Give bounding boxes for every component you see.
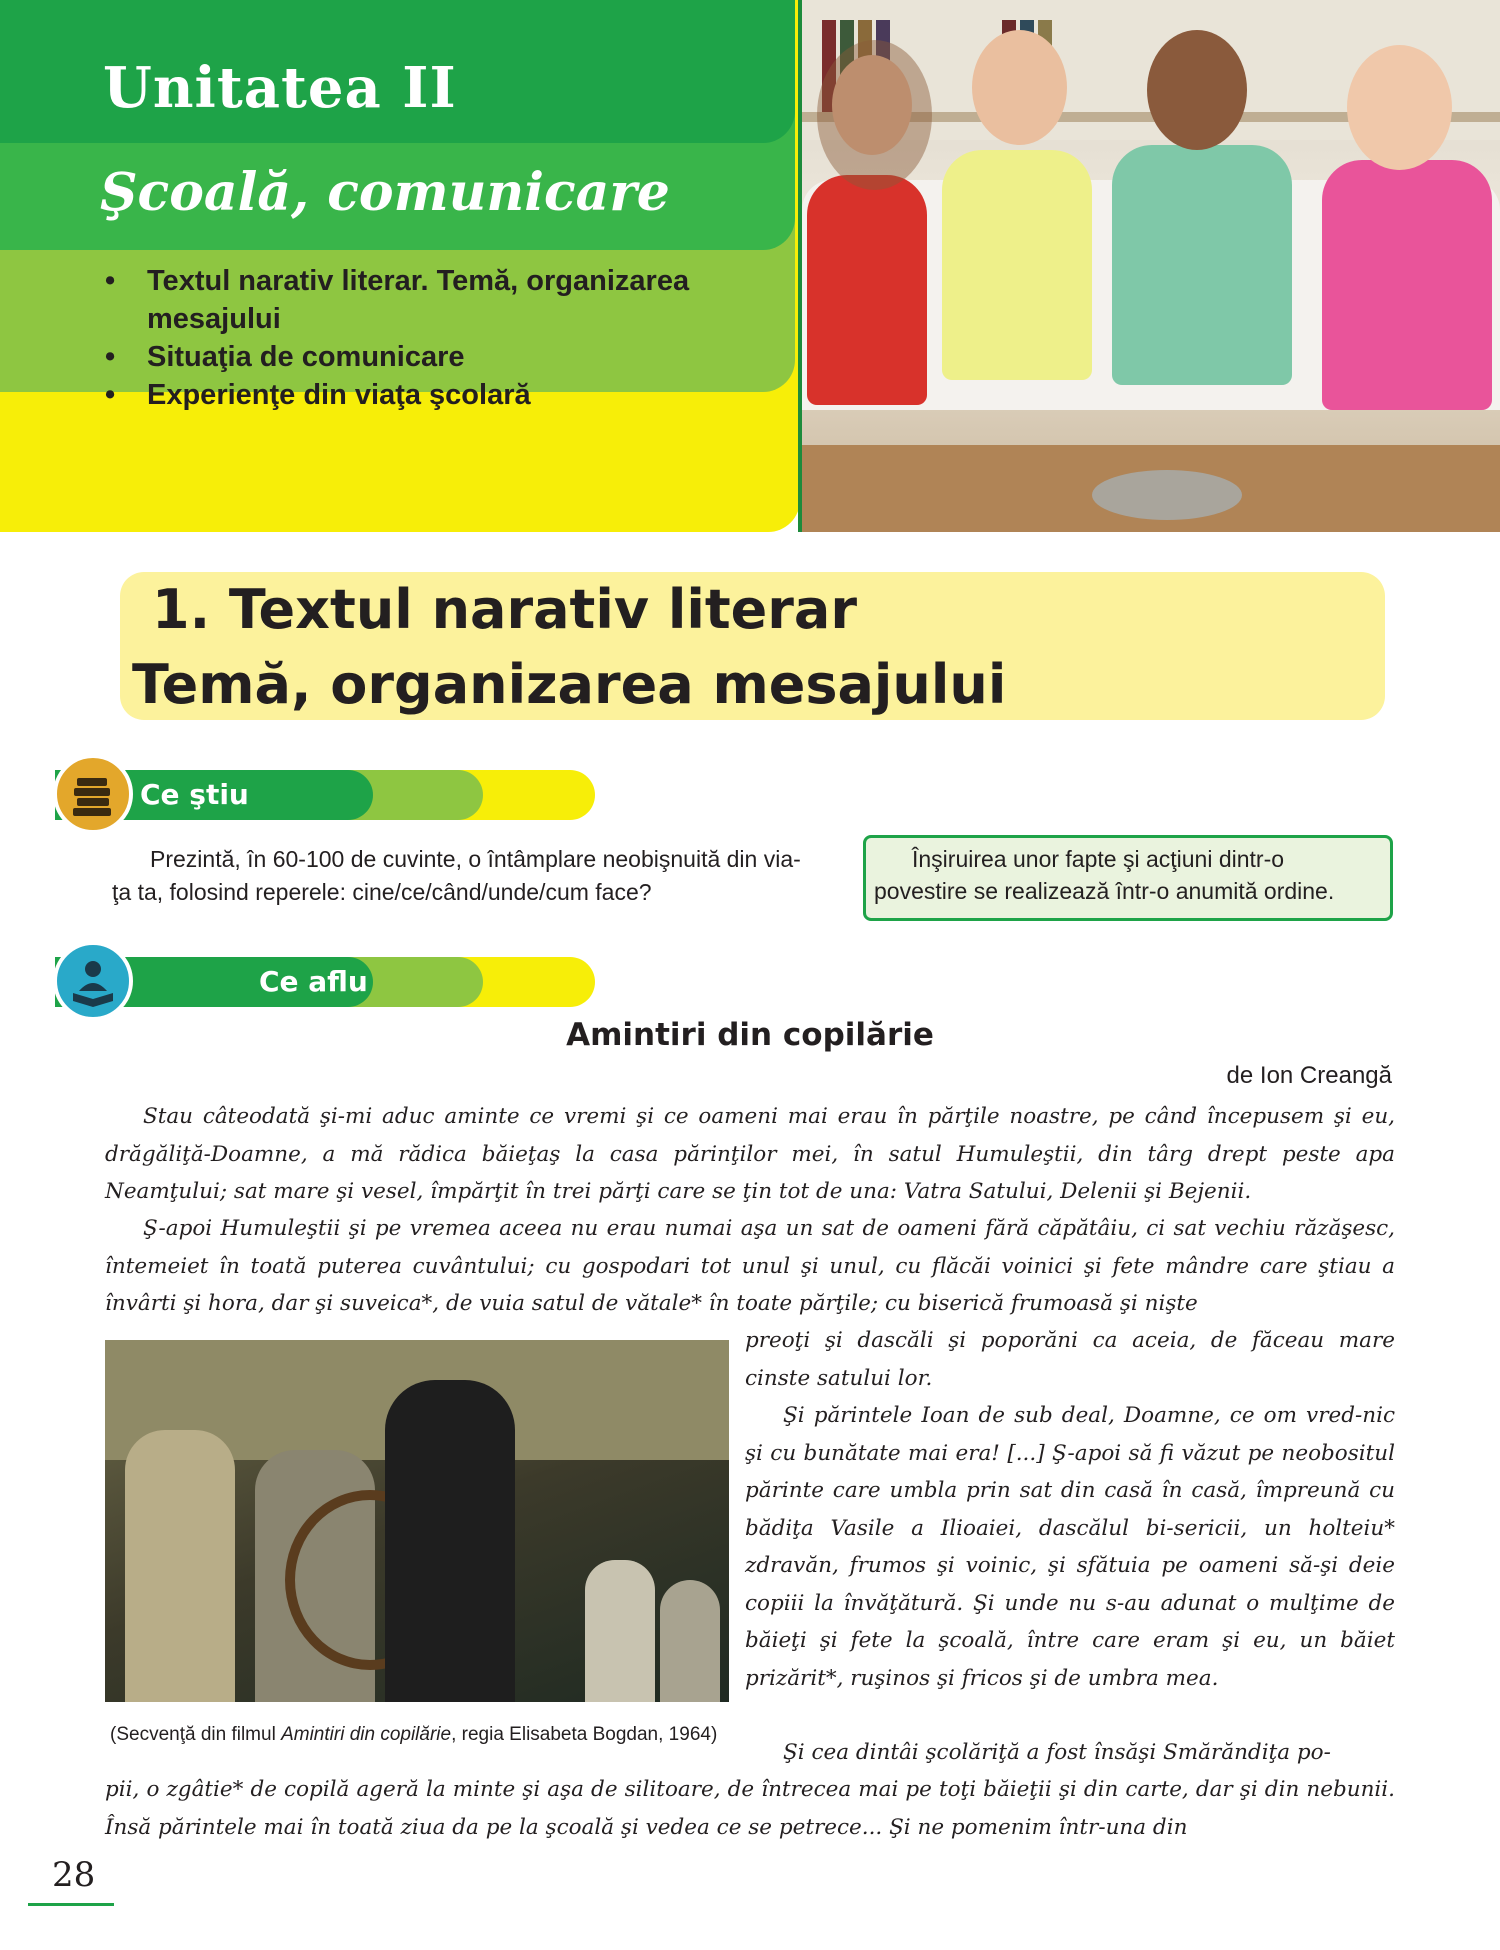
unit-title: Unitatea II	[103, 55, 457, 121]
face	[1347, 45, 1452, 170]
reader-icon	[53, 941, 133, 1021]
section-ce-stiu	[55, 770, 595, 822]
film-figure	[585, 1560, 655, 1702]
story-author: de Ion Creangă	[1226, 1062, 1392, 1089]
story-paragraph: Şi cea dintâi şcolăriţă a fost însăşi Smărăndiţa po-	[783, 1740, 1331, 1765]
unit-topics-list	[105, 262, 787, 414]
face	[1147, 30, 1247, 150]
person-red	[807, 175, 927, 405]
unit-subtitle: Şcoală, comunicare	[100, 162, 670, 223]
film-caption	[110, 1722, 740, 1748]
story-title: Amintiri din copilărie	[566, 1017, 934, 1053]
caption-film-title: Amintiri din copilărie	[281, 1724, 452, 1745]
teenagers-photo	[802, 0, 1500, 532]
story-paragraph: Stau câteodată şi-mi aduc aminte ce vremi şi ce oameni mai erau în părţile noastre, pe când începusem şi eu, drăgăliţă-Doamne, a mă rădica băieţaş la casa părinţilor mei, în satul Humuleştii, din târg drept peste apa Neamţului; sat mare şi vesel, împărţit în trei părţi care se ţin tot de una: Vatra Satului, Delenii şi Bejenii.	[105, 1104, 1395, 1204]
topic-item: • Situaţia de comunicare	[105, 338, 787, 376]
caption-prefix: (Secvenţă din filmul	[110, 1724, 282, 1745]
section-label-ce-stiu: Ce ştiu	[140, 778, 249, 811]
story-paragraph: preoţi şi dascăli şi poporăni ca aceia, de făceau mare cinste satului lor.	[745, 1328, 1395, 1391]
face	[972, 30, 1067, 145]
topic-item: • Textul narativ literar. Temă, organizarea mesajului	[105, 262, 787, 338]
person-pink	[1322, 160, 1492, 410]
person-yellow	[942, 150, 1092, 380]
caption-suffix: , regia Elisabeta Bogdan, 1964)	[451, 1724, 718, 1745]
section-label-ce-aflu: Ce aflu	[259, 965, 368, 998]
info-note-text: Înşiruirea unor fapte şi acţiuni dintr-o povestire se realizează într-o anumită ordine.	[874, 846, 1335, 904]
stones-bowl	[1092, 470, 1242, 520]
story-paragraph: pii, o zgâtie* de copilă ageră la minte şi aşa de silitoare, de întrecea mai pe toţi băieţii şi din carte, dar şi din nebunii. Însă părintele mai în toată ziua da pe la şcoală şi vedea ce se petrece... Şi ne pomenim într-una din	[105, 1777, 1395, 1840]
page-number: 28	[52, 1855, 96, 1895]
header-divider	[798, 0, 802, 532]
film-figure	[125, 1430, 235, 1702]
books-icon	[53, 754, 133, 834]
person-green	[1112, 145, 1292, 385]
ce-stiu-prompt: Prezintă, în 60-100 de cuvinte, o întâmplare neobişnuită din via-ţa ta, folosind reperele: cine/ce/când/unde/cum face?	[112, 846, 801, 905]
page-number-rule	[28, 1903, 114, 1906]
info-note-box	[863, 835, 1393, 921]
story-paragraph: Şi părintele Ioan de sub deal, Doamne, ce om vred-nic şi cu bunătate mai era! [...] Ş-apoi să fi văzut pe neobositul părinte care umbla prin sat din casă în casă, împreună cu bădiţa Vasile a Ilioaiei, dascălul bi-sericii, un holteiu* zdravăn, frumos şi voinic, şi sfătuia pe oameni să-şi deie copiii la învăţătură. Şi unde nu s-au adunat o mulţime de băieţi şi fete la şcoală, între care eram şi eu, un băiet prizărit*, ruşinos şi fricos şi de umbra mea.	[745, 1403, 1395, 1691]
section-ce-aflu	[55, 957, 595, 1009]
lesson-subtitle: Temă, organizarea mesajului	[132, 653, 1007, 716]
hair	[817, 40, 932, 190]
story-paragraph: Ş-apoi Humuleştii şi pe vremea aceea nu erau numai aşa un sat de oameni fără căpătâiu, ci sat vechiu răzăşesc, întemeiet în toată puterea cuvântului; cu gospodari tot unul şi unul, cu flăcăi voinici şi fete mândre care ştiau a învârti şi hora, dar şi suveica*, de vuia satul de vătale* în toate părţile; cu biserică frumoasă şi nişte	[105, 1216, 1395, 1316]
lesson-title: 1. Textul narativ literar	[152, 578, 858, 641]
topic-item: • Experienţe din viaţa şcolară	[105, 376, 787, 414]
film-still-image	[105, 1340, 729, 1702]
film-figure	[660, 1580, 720, 1702]
film-figure	[385, 1380, 515, 1702]
